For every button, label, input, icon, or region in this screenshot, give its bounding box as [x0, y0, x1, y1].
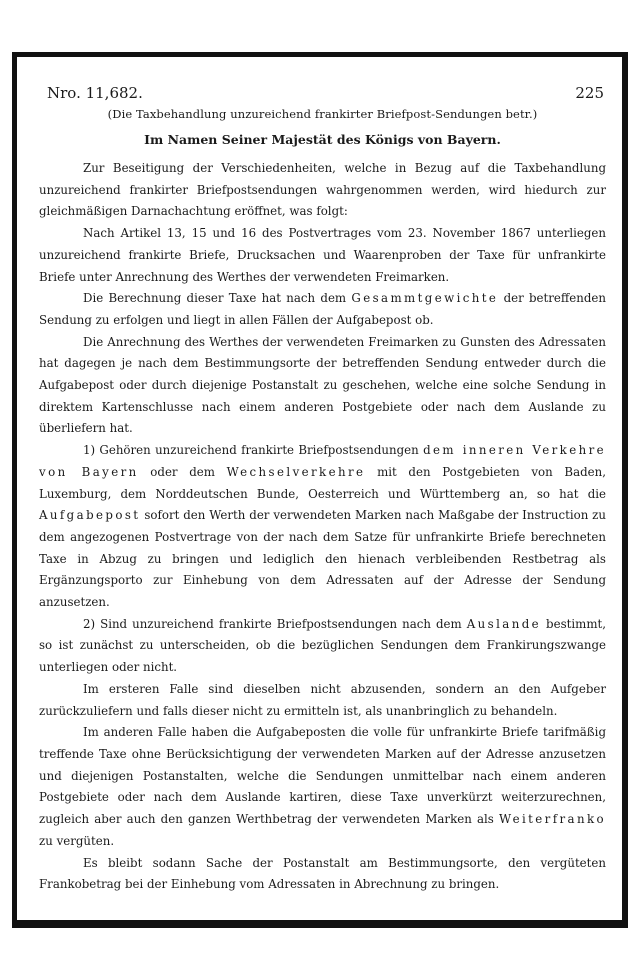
page-header	[39, 83, 606, 103]
paragraph-5-text-e: mit den Postgebieten von Baden, Luxemburg, dem Norddeutschen Bunde, Oesterreich und Württemberg an, so hat die	[39, 464, 607, 501]
paragraph-5-text-g: sofort den Werth der verwendeten Marken nach Maßgabe der Instruction zu dem angezogenen Postvertrage von der nach dem Satze für unfrankirte Briefe berechneten Taxe in Abzug zu bringen und lediglich den hienach verbleibenden Restbetrag als Ergänzungsporto zur Einhebung von dem Adressaten auf der Adresse der Sendung anzusetzen.	[39, 508, 606, 610]
paragraph-8-emphasis: Weiterfranko	[499, 812, 606, 827]
paragraph-2: Nach Artikel 13, 15 und 16 des Postvertrages vom 23. November 1867 unterliegen unzureichend frankirte Briefe, Drucksachen und Waarenproben der Taxe für unfrankirte Briefe unter Anrechnung des Werthes der verwendeten Freimarken.	[39, 226, 606, 284]
paragraph-8-text-c: zu vergüten.	[39, 833, 115, 848]
paragraph-1: Zur Beseitigung der Verschiedenheiten, welche in Bezug auf die Taxbehandlung unzureichend frankirter Briefpostsendungen wahrgenommen werden, wird hiedurch zur gleichmäßigen Darnachachtung eröffnet, was folgt:	[39, 161, 606, 219]
paragraph-8-text-a: Im anderen Falle haben die Aufgabeposten die volle für unfrankirte Briefe tarifmäßig treffende Taxe ohne Berücksichtigung der verwendeten Marken auf der Adresse anzusetzen und diejenigen Postanstalten, welche die Sendungen unmittelbar nach einem anderen Postgebiete oder nach dem Auslande kartiren, diese Taxe unverkürzt weiterzurechnen, zugleich aber auch den ganzen Werthbetrag der verwendeten Marken als	[39, 725, 606, 827]
paragraph-9: Es bleibt sodann Sache der Postanstalt am Bestimmungsorte, den vergüteten Frankobetrag bei der Einhebung vom Adressaten in Abrechnung zu bringen.	[39, 855, 606, 892]
paragraph-5-text-c: oder dem	[138, 464, 227, 479]
paragraph-5	[39, 440, 606, 614]
paragraph-7: Im ersteren Falle sind dieselben nicht abzusenden, sondern an den Aufgeber zurückzuliefern und falls dieser nicht zu ermitteln ist, als unanbringlich zu behandeln.	[39, 681, 606, 718]
paragraph-4: Die Anrechnung des Werthes der verwendeten Freimarken zu Gunsten des Adressaten hat dagegen je nach dem Bestimmungsorte der betreffenden Sendung entweder durch die Aufgabepost oder durch diejenige Postanstalt zu geschehen, welche eine solche Sendung in direktem Kartenschlusse nach einem anderen Postgebiete oder nach dem Auslande zu überliefern hat.	[39, 334, 606, 436]
page-number: 225	[575, 84, 604, 102]
document-number: Nro. 11,682.	[47, 84, 143, 102]
page-border	[12, 52, 628, 928]
paragraph-6	[39, 614, 606, 679]
paragraph-5-emphasis-b: dem inneren Verkehre von Bayern	[39, 443, 606, 479]
paragraph-8	[39, 722, 606, 852]
paragraph-3-text-c: der betreffenden Sendung zu erfolgen und liegt in allen Fällen der Aufgabepost ob.	[39, 291, 606, 327]
paragraph-5-emphasis-d: Wechselverkehre	[226, 464, 366, 479]
paragraph-3	[39, 288, 606, 331]
paragraph-6-text-c: bestimmt, so ist zunächst zu unterscheiden, ob die bezüglichen Sendungen dem Frankirungszwange unterliegen oder nicht.	[39, 616, 606, 675]
document-page	[39, 83, 606, 896]
paragraph-3-emphasis: Gesammtgewichte	[351, 291, 499, 306]
paragraph-6-emphasis: Auslande	[466, 616, 542, 631]
decree-title: Im Namen Seiner Majestät des Königs von Bayern.	[144, 132, 501, 147]
paragraph-5-text-a: 1) Gehören unzureichend frankirte Briefpostsendungen	[83, 443, 424, 458]
paragraph-5-emphasis-f: Aufgabepost	[39, 508, 141, 523]
document-subtitle: (Die Taxbehandlung unzureichend frankirter Briefpost-Sendungen betr.)	[107, 107, 538, 121]
paragraph-6-text-a: 2) Sind unzureichend frankirte Briefpostsendungen nach dem	[83, 616, 467, 631]
document-body	[39, 158, 606, 896]
paragraph-3-text-a: Die Berechnung dieser Taxe hat nach dem	[83, 291, 352, 306]
